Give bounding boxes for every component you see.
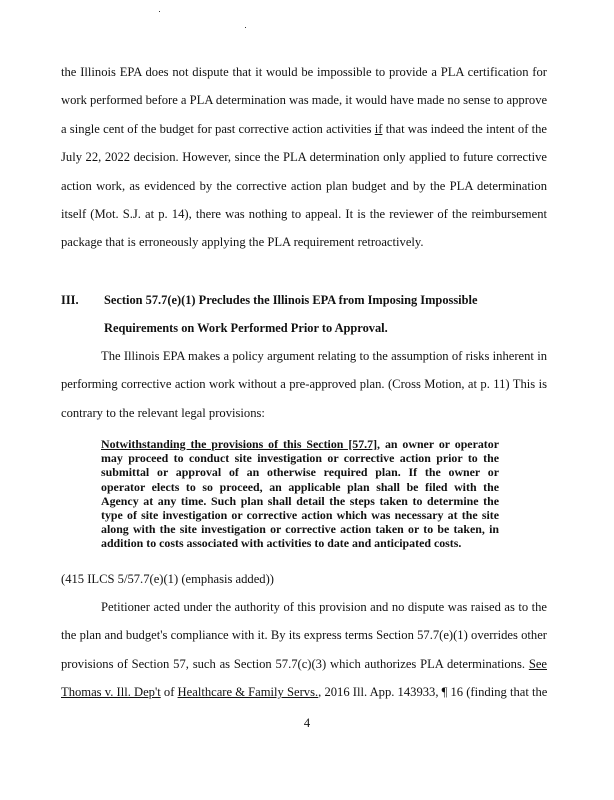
quote-line [101,451,499,465]
text-line [61,93,547,108]
text-segment: The Illinois EPA makes a policy argument relating to the assumption of risks inherent in [101,349,547,363]
text-segment: that was indeed the intent of the [382,121,547,136]
text-line [101,600,547,615]
text-segment: of [160,685,178,700]
text-segment: , 2016 Ill. App. 143933, ¶ 16 (finding that the [318,685,548,700]
text-segment: the Illinois EPA does not dispute that it would be impossible to provide a PLA certification for [61,65,547,79]
text-line [101,349,547,364]
text-segment: along with the site investigation or corrective action taken or to be taken, in [101,522,499,537]
text-segment: operator elects to so proceed, an applicable plan shall be filed with the [101,479,499,494]
text-segment: may proceed to conduct site investigation or corrective action prior to the [101,451,499,466]
text-segment: Petitioner acted under the authority of this provision and no dispute was raised as to the [101,600,547,614]
text-segment: addition to costs associated with activities to date and anticipated costs. [101,536,462,551]
citation: (415 ILCS 5/57.7(e)(1) (emphasis added)) [61,572,274,586]
text-line [61,179,547,194]
scan-speck [159,11,160,12]
text-segment: a single cent of the budget for past corrective action activities [61,121,375,136]
text-segment: action work, as evidenced by the corrective action plan budget and by the PLA determination [61,178,547,193]
underlined-text: Healthcare & Family Servs. [177,685,319,700]
text-line [61,657,547,672]
quote-line [101,536,499,550]
text-line [61,377,547,392]
quote-line [101,522,499,536]
underlined-text: Notwithstanding the provisions of this Section [57.7] [101,437,378,451]
underlined-text: if [374,121,383,136]
text-segment: provisions of Section 57, such as Section 57.7(c)(3) which authorizes PLA determinations. [61,656,529,671]
block-quote [101,437,499,551]
section-heading-line-2: Requirements on Work Performed Prior to Approval. [104,321,388,335]
text-line [61,628,547,643]
text-segment: the plan and budget's compliance with it. By its express terms Section 57.7(e)(1) overrides other [61,628,547,643]
page-number: 4 [303,716,311,730]
text-line [61,685,547,700]
text-segment: type of site investigation or corrective action which was necessary at the site [101,508,499,523]
text-segment: , an owner or operator [377,437,499,451]
quote-line [101,437,499,451]
text-line [61,65,547,80]
text-segment: itself (Mot. S.J. at p. 14), there was nothing to appeal. It is the reviewer of the reimbursement [61,207,547,221]
text-segment: performing corrective action work without a pre-approved plan. (Cross Motion, at p. 11) This is [61,377,547,392]
quote-line [101,508,499,522]
underlined-text: See [528,656,547,671]
text-line [61,122,547,137]
text-line [61,207,547,222]
scan-speck [245,27,246,28]
text-segment: submittal or approval of an otherwise required plan. If the owner or [101,465,499,480]
text-segment: July 22, 2022 decision. However, since the PLA determination only applied to future corrective [61,150,547,165]
text-segment: work performed before a PLA determination was made, it would have made no sense to approve [61,93,548,108]
section-heading-line-1: Section 57.7(e)(1) Precludes the Illinois EPA from Imposing Impossible [104,293,478,307]
text-segment: contrary to the relevant legal provisions: [61,405,265,420]
text-segment: Agency at any time. Such plan shall detail the steps taken to determine the [101,493,499,508]
quote-line [101,465,499,479]
text-line [61,235,547,250]
quote-line [101,494,499,508]
quote-line [101,480,499,494]
text-segment: package that is erroneously applying the PLA requirement retroactively. [61,235,424,250]
underlined-text: Thomas v. Ill. Dep't [61,685,161,700]
text-line [61,150,547,165]
section-number: III. [61,293,79,307]
text-line [61,406,547,421]
